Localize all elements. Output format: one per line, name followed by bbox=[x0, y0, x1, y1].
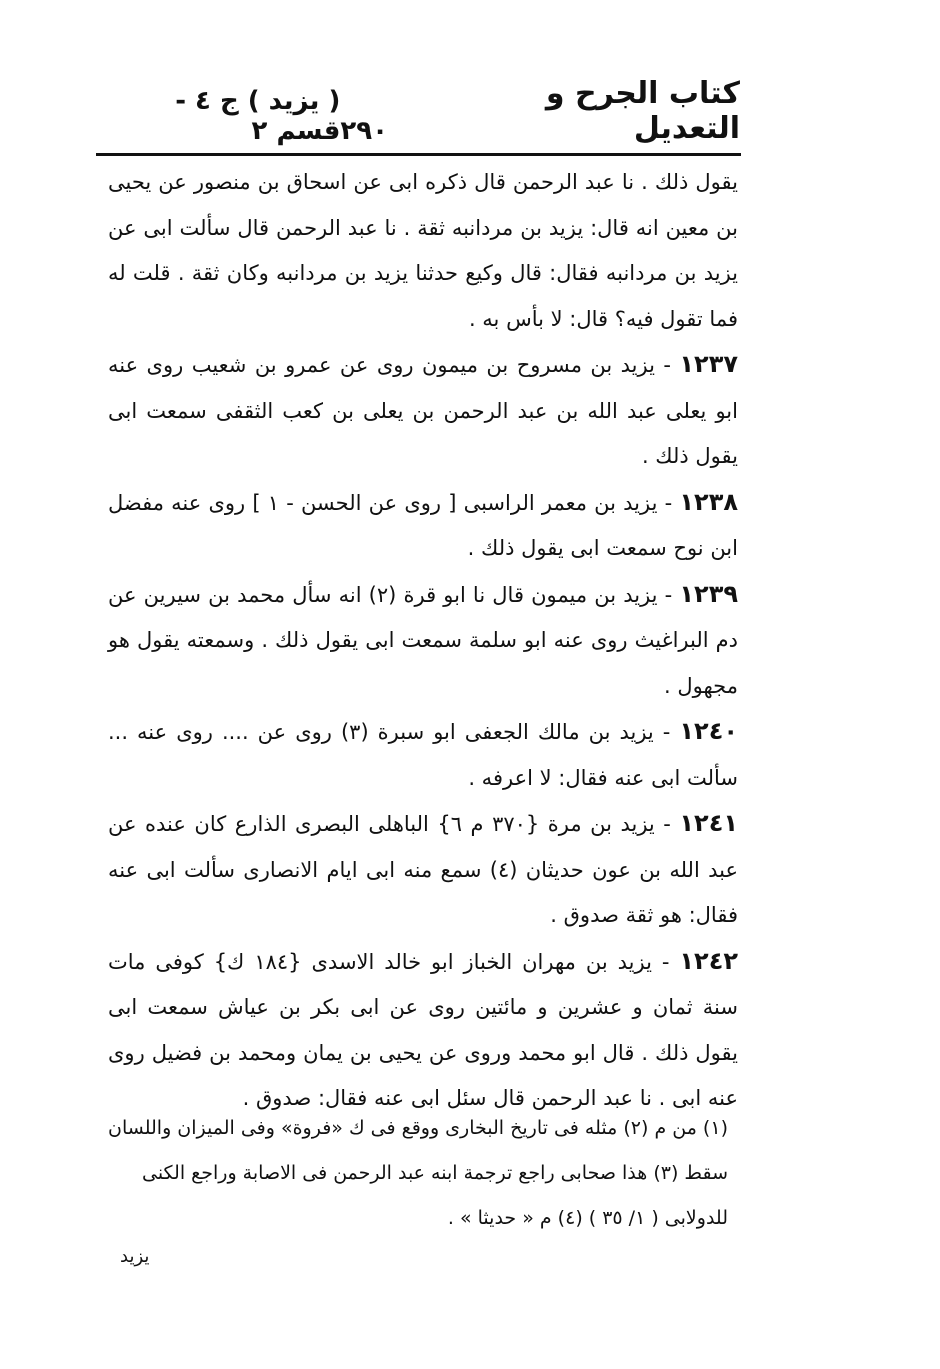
entry-number: ١٢٤١ bbox=[679, 809, 738, 837]
running-header bbox=[110, 76, 740, 146]
entry-1237 bbox=[108, 342, 738, 480]
entry-number: ١٢٣٩ bbox=[679, 579, 738, 608]
footnotes bbox=[108, 1106, 728, 1241]
entry-text: - يزيد بن معمر الراسبى [ روى عن الحسن - ١ ] روى عنه مفضل ابن نوح سمعت ابى يقول ذلك . bbox=[108, 490, 738, 560]
header-rule bbox=[96, 153, 741, 156]
page-number: ٢٩٠ bbox=[340, 116, 388, 146]
section-label: ( يزيد ) ج ٤ - قسم ٢ bbox=[175, 86, 341, 146]
entry-number: ١٢٤٢ bbox=[679, 946, 738, 975]
footnote-line: سقط (٣) هذا صحابى راجع ترجمة ابنه عبد الرحمن فى الاصابة وراجع الكنى bbox=[141, 1162, 728, 1184]
catchword: يزيد bbox=[120, 1246, 150, 1267]
book-title: كتاب الجرح و التعديل bbox=[545, 76, 740, 146]
entry-1238 bbox=[108, 480, 738, 572]
entry-1239 bbox=[108, 572, 738, 710]
entry-1240 bbox=[108, 709, 738, 801]
footnote-line: للدولابى ( ١/ ٣٥ ) (٤) م « حديثا » . bbox=[447, 1207, 728, 1229]
entry-text: - يزيد بن مرة {٣٧٠ م ٦} الباهلى البصرى الذارع كان عنده عن عبد الله بن عون حديثان (٤) سمع منه ابى ايام الانصارى سألت ابى عنه فقال: هو ثقة صدوق . bbox=[108, 812, 739, 927]
main-text bbox=[108, 160, 738, 1122]
entry-text: - يزيد بن مالك الجعفى ابو سبرة (٣) روى عن .... روى عنه ... سألت ابى عنه فقال: لا اعرفه . bbox=[108, 720, 738, 790]
entry-1242 bbox=[108, 939, 738, 1122]
entry-text: - يزيد بن مسروح بن ميمون روى عن عمرو بن شعيب روى عنه ابو يعلى عبد الله بن عبد الرحمن بن يعلى بن كعب الثقفى سمعت ابى يقول ذلك . bbox=[108, 353, 738, 468]
entry-text: يقول ذلك . نا عبد الرحمن قال ذكره ابى عن اسحاق بن منصور عن يحيى بن معين انه قال: يزيد بن مردانبه ثقة . نا عبد الرحمن قال سألت ابى عن يزيد بن مردانبه فقال: قال وكيع حدثنا يزيد بن مردانبه وكان ثقة . قلت له فما تقول فيه؟ قال: لا بأس به . bbox=[108, 170, 738, 331]
entry-number: ١٢٤٠ bbox=[679, 717, 738, 745]
entry-continuation bbox=[108, 160, 738, 342]
entry-text: - يزيد بن مهران الخباز ابو خالد الاسدى {١٨٤ ك} كوفى مات سنة ثمان و عشرين و مائتين روى عن ابى بكر بن عياش سمعت ابى يقول ذلك . قال ابو محمد وروى عن يحيى بن يمان ومحمد بن فضيل روى عنه ابى . نا عبد الرحمن قال سئل ابى عنه فقال: صدوق . bbox=[108, 949, 738, 1110]
entry-number: ١٢٣٧ bbox=[679, 350, 738, 378]
entry-number: ١٢٣٨ bbox=[679, 487, 738, 516]
entry-text: - يزيد بن ميمون قال نا ابو قرة (٢) انه سأل محمد بن سيرين عن دم البراغيث روى عنه ابو سلمة سمعت ابى يقول ذلك . وسمعته يقول هو مجهول . bbox=[108, 582, 738, 698]
footnote-line: (١) من م (٢) مثله فى تاريخ البخارى ووقع فى ك «فروة» وفى الميزان واللسان bbox=[108, 1117, 728, 1139]
entry-1241 bbox=[108, 801, 738, 939]
